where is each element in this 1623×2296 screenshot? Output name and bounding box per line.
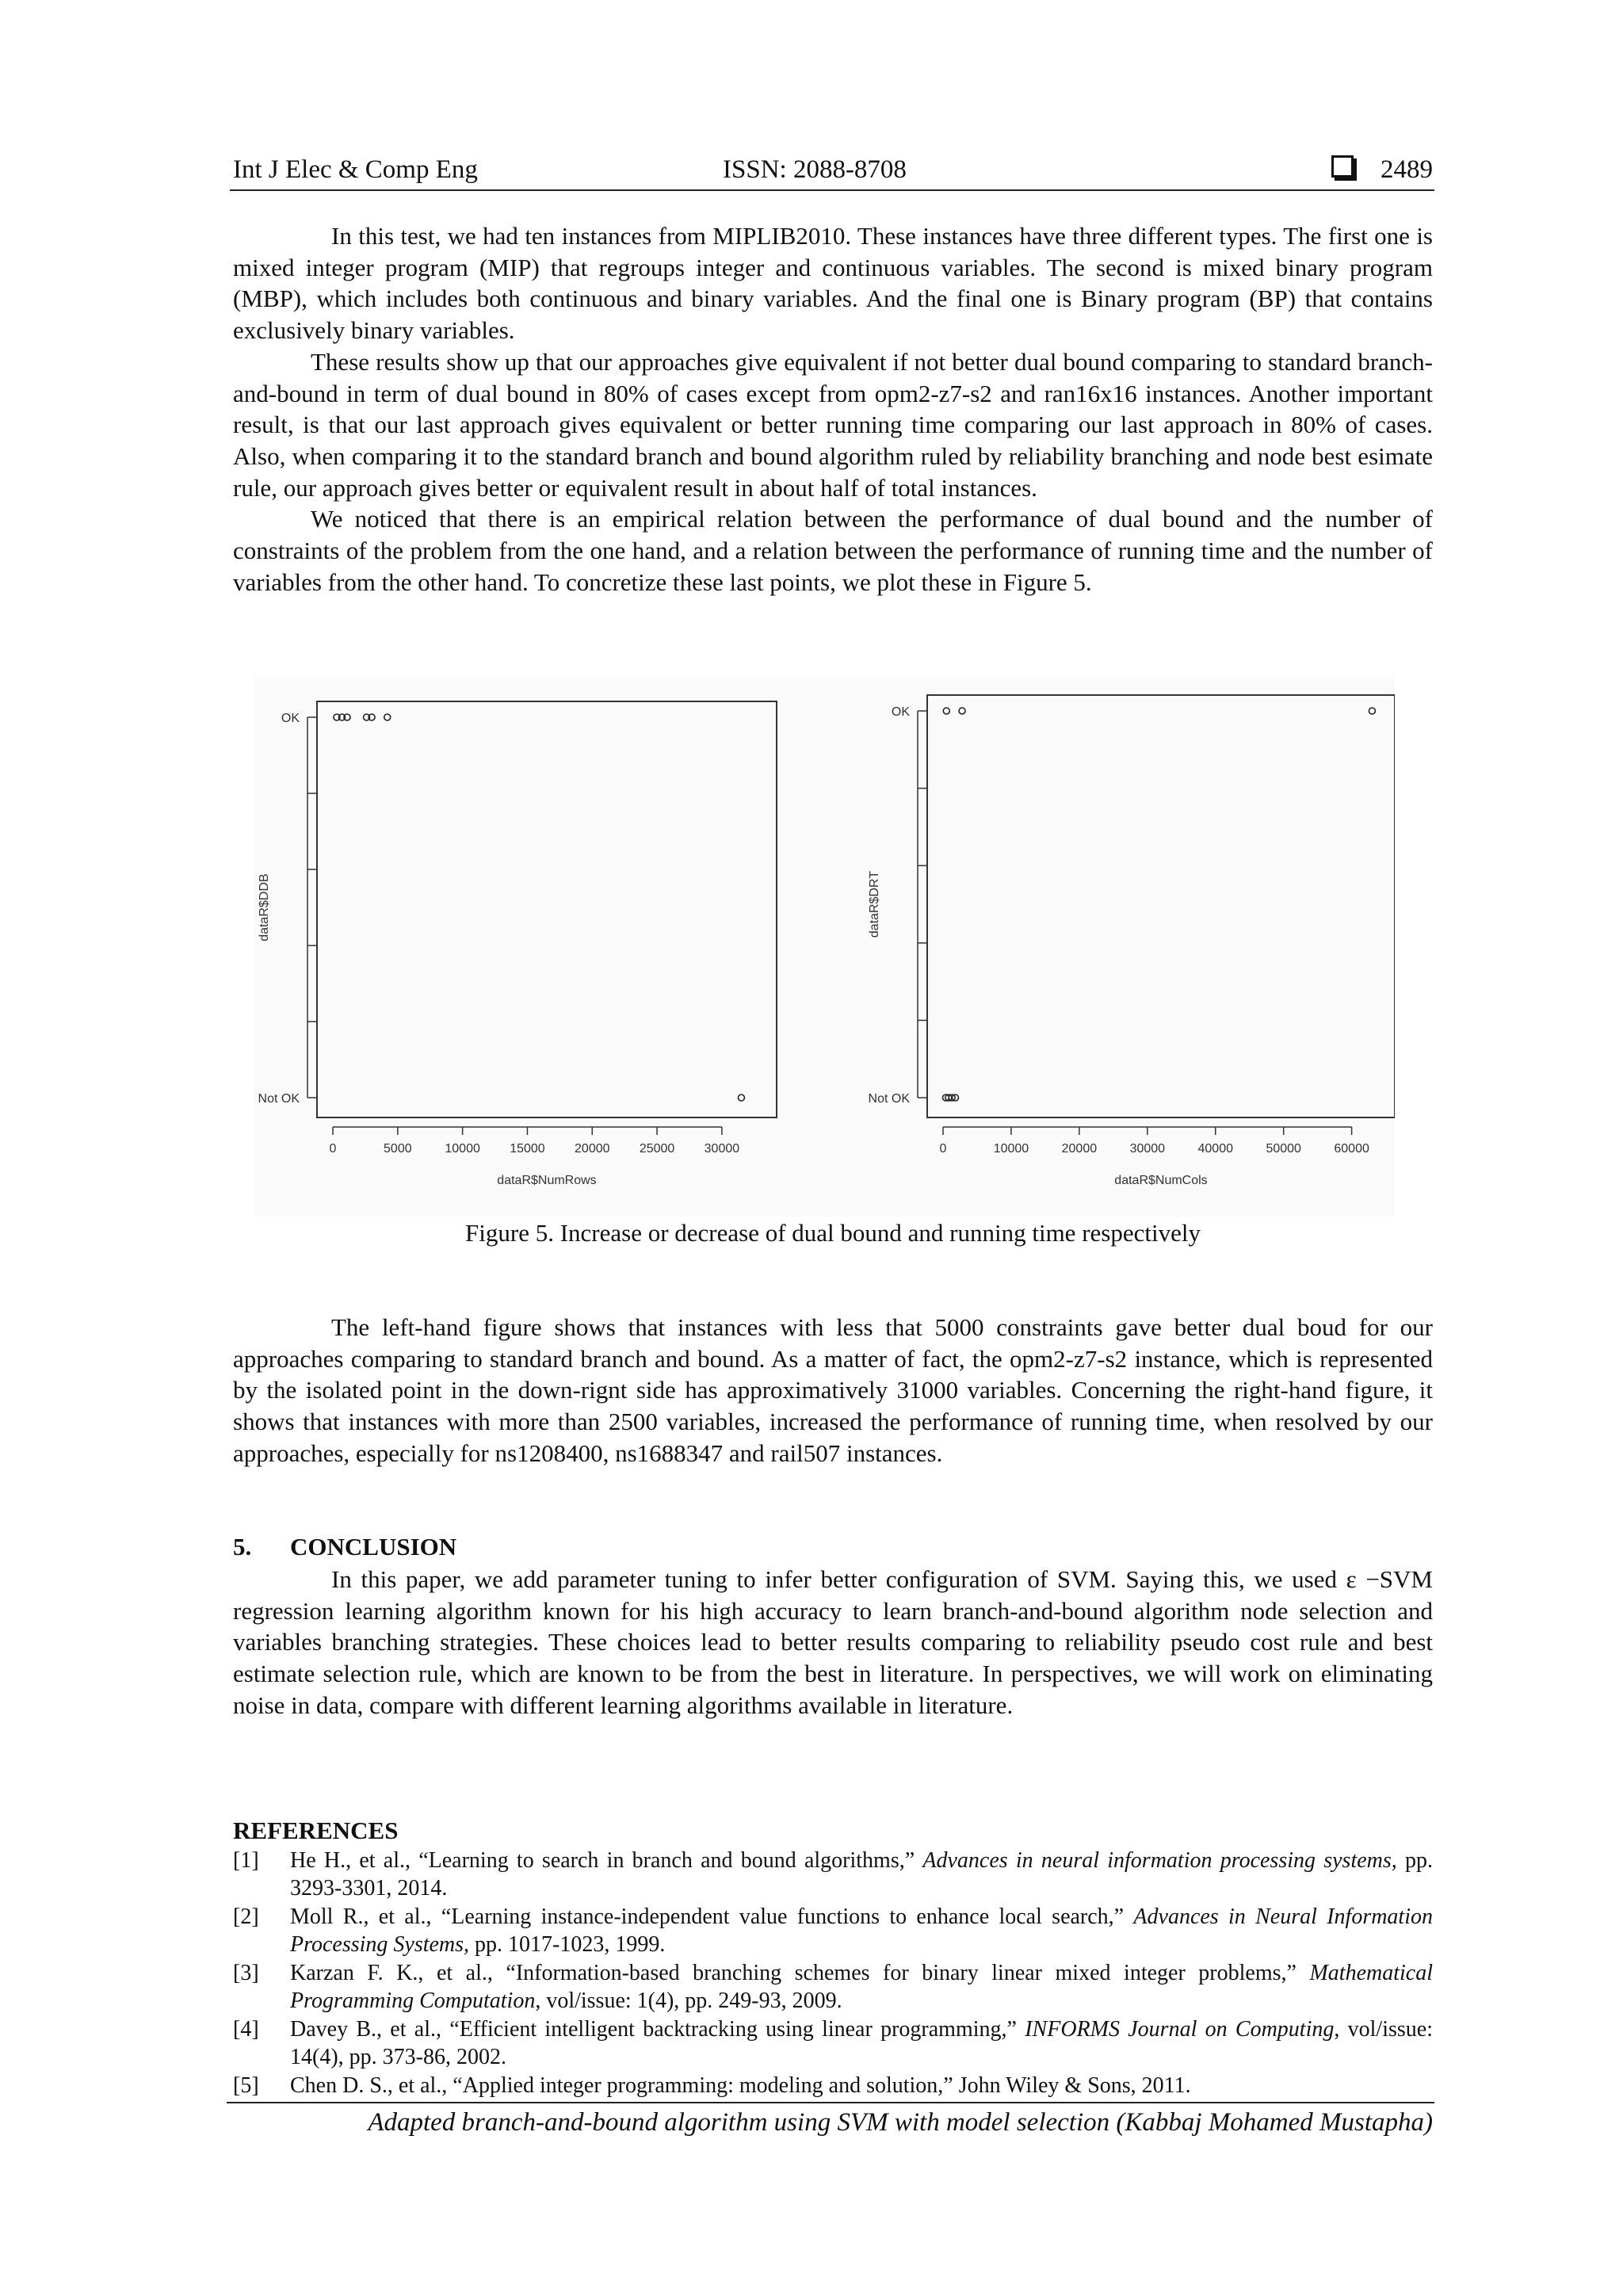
conclusion-paragraph: In this paper, we add parameter tuning to infer better configuration of SVM. Saying this, we used ε −SVM regression learning algorithm known for his high accuracy to learn branch-and-bound algorithm node selection and variables branching strategies. These choices lead to better results comparing to reliability pseudo cost rule and best estimate selection rule, which are known to be from the best in literature. In perspectives, we will work on eliminating noise in data, compare with different learning algorithms available in literature. [233,1565,1433,1719]
y-axis-label: dataR$DRT [868,870,881,938]
x-axis-label: dataR$NumCols [1114,1174,1208,1187]
figure-5-plots [254,678,1395,1217]
issn: ISSN: 2088-8708 [723,155,907,184]
reference-item [233,1959,1433,2015]
x-tick-label: 50000 [1266,1142,1301,1156]
reference-number: [1] [233,1848,259,1873]
section-title: CONCLUSION [290,1533,457,1561]
reference-item [233,2015,1433,2071]
reference-item [233,2072,1433,2099]
reference-details: pp. 1017-1023, 1999. [469,1932,666,1957]
square-bullet-icon [1331,155,1354,178]
x-tick-label: 40000 [1197,1142,1233,1156]
body-text-mid [233,1312,1433,1469]
reference-item [233,1847,1433,1902]
x-tick-label: 30000 [704,1142,740,1156]
x-tick-label: 30000 [1129,1142,1166,1156]
y-level-label: OK [281,712,300,725]
conclusion-body [233,1564,1433,1721]
paragraph-4: The left-hand figure shows that instances with less that 5000 constraints gave better dual boud for our approaches comparing to standard branch and bound. As a matter of fact, the opm2-z7-s2 instance, which is represented by the isolated point in the down-rignt side has approximatively 31000 variables. Concerning the right-hand figure, it shows that instances with more than 2500 variables, increased the performance of running time, when resolved by our approaches, especially for ns1208400, ns1688347 and rail507 instances. [233,1313,1433,1467]
x-tick-label: 25000 [639,1142,675,1156]
reference-venue: Advances in neural information processing systems, [922,1848,1397,1873]
header-rule [230,189,1434,191]
references-heading: REFERENCES [233,1817,399,1844]
x-tick-label: 0 [939,1142,947,1156]
running-footer: Adapted branch-and-bound algorithm using SVM with model selection (Kabbaj Mohamed Mustapha) [368,2108,1433,2137]
paragraph-3: We noticed that there is an empirical relation between the performance of dual bound and the number of constraints of the problem from the one hand, and a relation between the performance of running time and the number of variables from the other hand. To concretize these last points, we plot these in Figure 5. [233,505,1433,596]
reference-text: He H., et al., “Learning to search in branch and bound algorithms,” [290,1848,923,1873]
references-list [233,1847,1433,2100]
reference-number: [3] [233,1961,259,1985]
paragraph-2: These results show up that our approaches give equivalent if not better dual bound comparing to standard branch-and-bound in term of dual bound in 80% of cases except from opm2-z7-s2 and ran16x16 instances. Another important result, is that our last approach gives equivalent or better running time comparing our last approach in 80% of cases. Also, when comparing it to the standard branch and bound algorithm ruled by reliability branching and node best esimate rule, our approach gives better or equivalent result in about half of total instances. [233,347,1433,502]
reference-text: Chen D. S., et al., “Applied integer programming: modeling and solution,” John Wiley & Sons, 2011. [290,2073,1191,2098]
reference-text: Moll R., et al., “Learning instance-independent value functions to enhance local search,” [290,1904,1134,1929]
x-tick-label: 20000 [575,1142,610,1156]
reference-text: Karzan F. K., et al., “Information-based branching schemes for binary linear mixed integer problems,” [290,1961,1310,1985]
x-tick-label: 10000 [445,1142,480,1156]
journal-name: Int J Elec & Comp Eng [233,155,478,184]
x-tick-label: 5000 [384,1142,412,1156]
x-axis-label: dataR$NumRows [497,1174,597,1187]
footer-rule [227,2102,1434,2103]
figure-background [254,678,1395,1217]
reference-details: pp. 3293-3301, 2014. [290,1848,1434,1901]
x-tick-label: 20000 [1061,1142,1098,1156]
reference-venue: Mathematical Programming Computation [290,1961,1433,2013]
figure-5 [254,678,1395,1217]
page-number: 2489 [1381,155,1433,184]
figure-caption: Figure 5. Increase or decrease of dual bound and running time respectively [465,1219,1201,1247]
y-level-label: Not OK [258,1092,300,1106]
y-level-label: Not OK [868,1092,910,1106]
section-number: 5. [233,1533,252,1561]
reference-number: [4] [233,2017,259,2042]
reference-number: [5] [233,2073,259,2098]
reference-venue: INFORMS Journal on Computing [1025,2017,1335,2042]
y-axis-label: dataR$DDB [258,873,271,942]
running-header [233,155,1433,190]
reference-venue: Advances in Neural Information Processing Systems, [290,1904,1433,1957]
reference-item [233,1903,1433,1958]
x-tick-label: 15000 [510,1142,545,1156]
reference-text: Davey B., et al., “Efficient intelligent backtracking using linear programming,” [290,2017,1025,2042]
reference-number: [2] [233,1904,259,1929]
reference-details: , vol/issue: 14(4), pp. 373-86, 2002. [290,2017,1433,2069]
paragraph-1: In this test, we had ten instances from MIPLIB2010. These instances have three different types. The first one is mixed integer program (MIP) that regroups integer and continuous variables. The second is mixed binary program (MBP), which includes both continuous and binary variables. And the final one is Binary program (BP) that contains exclusively binary variables. [233,222,1433,345]
reference-details: , vol/issue: 1(4), pp. 249-93, 2009. [535,1988,842,2013]
x-tick-label: 10000 [993,1142,1029,1156]
body-text-top [233,220,1433,598]
x-tick-label: 60000 [1334,1142,1369,1156]
x-tick-label: 0 [329,1142,337,1156]
y-level-label: OK [891,705,910,719]
section-heading [233,1533,456,1561]
